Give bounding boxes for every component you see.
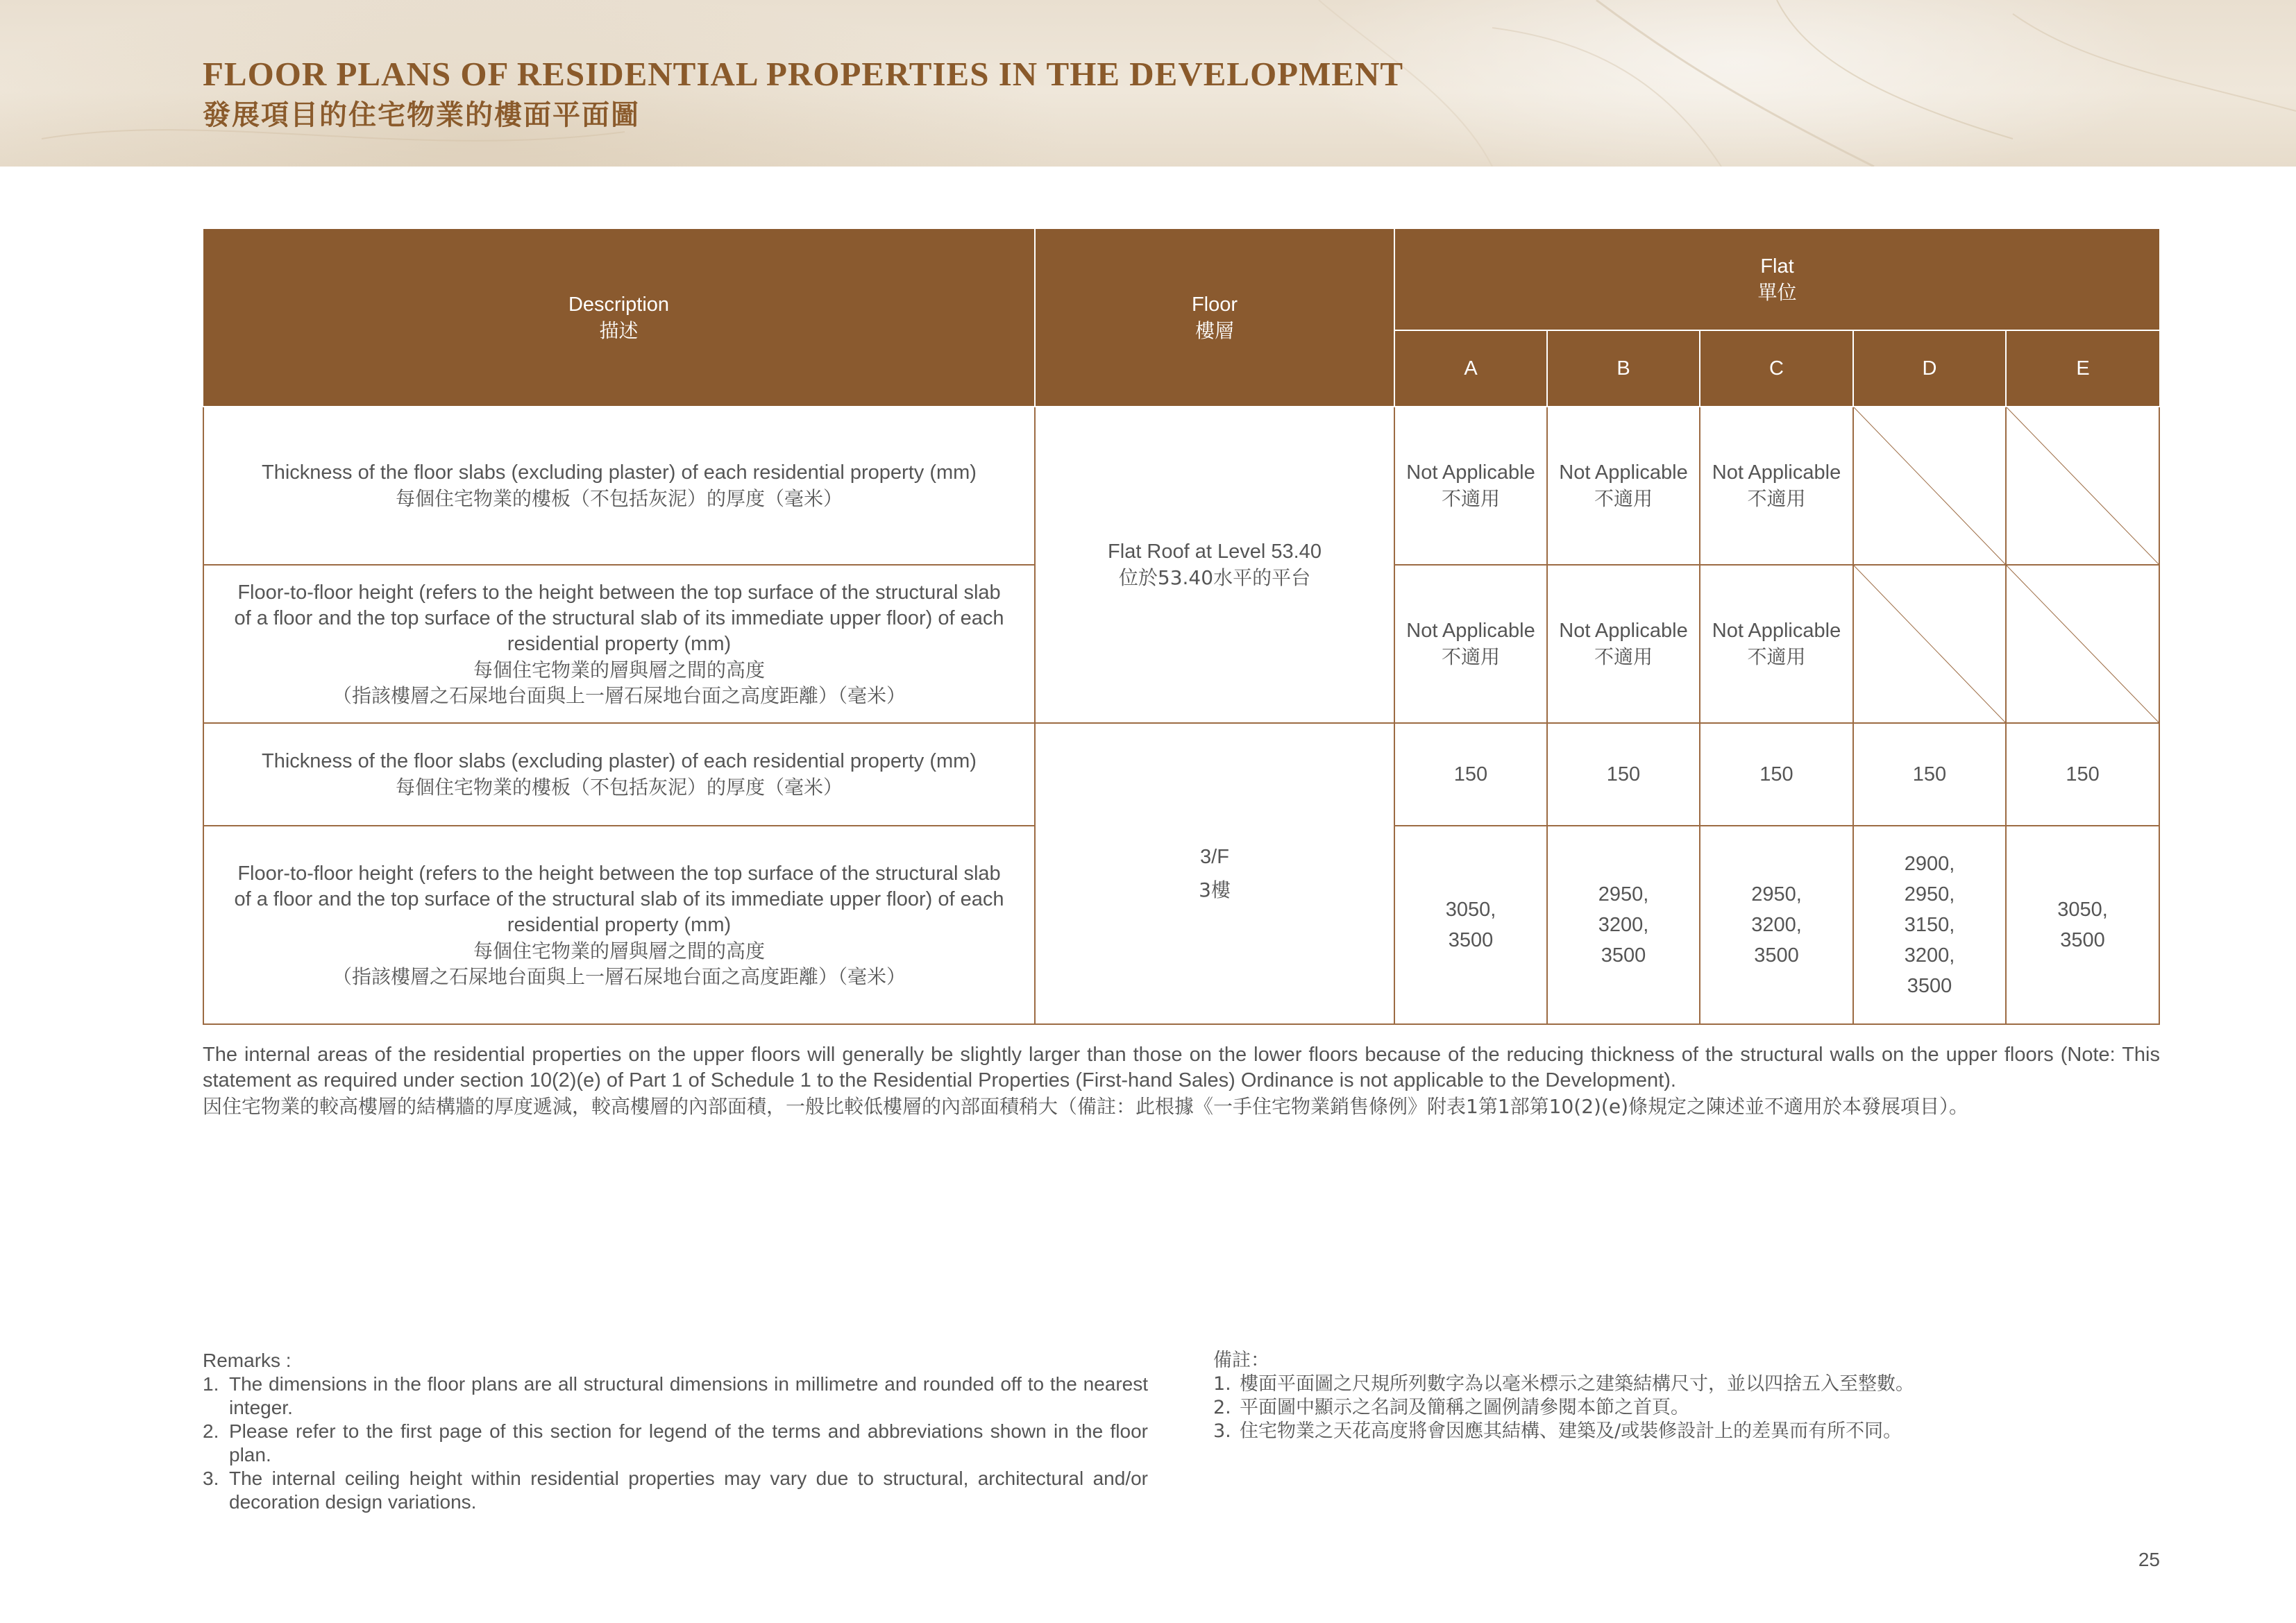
remarks-english (203, 1349, 1148, 1514)
floor-spec-table (203, 229, 2160, 1025)
list-item: 1. 樓面平面圖之尺規所列數字為以毫米標示之建築結構尺寸，並以四捨五入至整數。 (1213, 1373, 1914, 1395)
internal-area-note (203, 1042, 2160, 1119)
cell-empty-diagonal (2006, 407, 2159, 565)
diagonal-strike (1854, 566, 2005, 722)
diagonal-strike (2007, 566, 2159, 722)
list-item: 3. The internal ceiling height within residential properties may vary due to structural, architectural and/or decoration design variations. (203, 1468, 1148, 1513)
diagonal-strike (2007, 407, 2159, 564)
desc-slab-thickness: Thickness of the floor slabs (excluding plaster) of each residential property (mm) 每個住宅物業的樓板（不包括灰泥）的厚度（毫米） (203, 407, 1035, 565)
cell-not-applicable: Not Applicable 不適用 (1547, 407, 1700, 565)
cell-empty-diagonal (1853, 565, 2006, 723)
header-flat-c: C (1700, 330, 1853, 407)
cell-slab-d: 150 (1853, 723, 2006, 826)
page-number: 25 (2138, 1549, 2160, 1570)
floor-flat-roof: Flat Roof at Level 53.40 位於53.40水平的平台 (1035, 407, 1394, 723)
cell-empty-diagonal (2006, 565, 2159, 723)
table-header-row (203, 229, 2159, 330)
cell-slab-a: 150 (1394, 723, 1547, 826)
cell-slab-c: 150 (1700, 723, 1853, 826)
header-flat-b: B (1547, 330, 1700, 407)
header-flat: Flat 單位 (1394, 229, 2159, 330)
desc-floor-height: Floor-to-floor height (refers to the height between the top surface of the structural slab of a floor and the top surface of the structural slab of its immediate upper floor) of each residential property (mm) 每個住宅物業的層與層之間的高度 （指該樓層之石屎地台面與上一層石屎地台面之高度距離）（毫米） (203, 826, 1035, 1024)
header-flat-d: D (1853, 330, 2006, 407)
remarks-list-zh (1213, 1373, 2159, 1443)
header-floor: Floor 樓層 (1035, 229, 1394, 407)
cell-not-applicable: Not Applicable 不適用 (1547, 565, 1700, 723)
page-title-zh: 發展項目的住宅物業的樓面平面圖 (203, 99, 640, 131)
cell-height-d: 2900, 2950, 3150, 3200, 3500 (1853, 826, 2006, 1024)
cell-height-e: 3050, 3500 (2006, 826, 2159, 1024)
table-row (203, 407, 2159, 565)
list-item: 1. The dimensions in the floor plans are all structural dimensions in millimetre and rounded off to the nearest integer. (203, 1373, 1148, 1418)
note-en: The internal areas of the residential properties on the upper floors will generally be slightly larger than those on the lower floors because of the reducing thickness of the structural walls on the upper floors (Note: This statement as required under section 10(2)(e) of Part 1 of Schedule 1 to the Residential Properties (First-hand Sales) Ordinance is not applicable to the Development). (203, 1044, 2160, 1091)
remarks-list-en (203, 1373, 1148, 1514)
cell-not-applicable: Not Applicable 不適用 (1700, 407, 1853, 565)
floor-3f: 3/F 3樓 (1035, 723, 1394, 1024)
header-flat-a: A (1394, 330, 1547, 407)
cell-height-b: 2950, 3200, 3500 (1547, 826, 1700, 1024)
cell-height-c: 2950, 3200, 3500 (1700, 826, 1853, 1024)
list-item: 2. 平面圖中顯示之名詞及簡稱之圖例請參閱本節之首頁。 (1213, 1397, 1689, 1418)
desc-floor-height: Floor-to-floor height (refers to the height between the top surface of the structural slab of a floor and the top surface of the structural slab of its immediate upper floor) of each residential property (mm) 每個住宅物業的層與層之間的高度 （指該樓層之石屎地台面與上一層石屎地台面之高度距離）（毫米） (203, 565, 1035, 723)
header-banner (0, 0, 2296, 167)
cell-slab-b: 150 (1547, 723, 1700, 826)
remarks-title-en: Remarks : (203, 1350, 292, 1371)
cell-not-applicable: Not Applicable 不適用 (1394, 407, 1547, 565)
header-description: Description 描述 (203, 229, 1035, 407)
desc-slab-thickness: Thickness of the floor slabs (excluding plaster) of each residential property (mm) 每個住宅物業的樓板（不包括灰泥）的厚度（毫米） (203, 723, 1035, 826)
header-flat-e: E (2006, 330, 2159, 407)
page-title-en: FLOOR PLANS OF RESIDENTIAL PROPERTIES IN THE DEVELOPMENT (203, 55, 1404, 93)
table-row (203, 723, 2159, 826)
remarks-title-zh: 備註： (1213, 1350, 1269, 1371)
cell-not-applicable: Not Applicable 不適用 (1394, 565, 1547, 723)
cell-not-applicable: Not Applicable 不適用 (1700, 565, 1853, 723)
list-item: 2. Please refer to the first page of this section for legend of the terms and abbreviations shown in the floor plan. (203, 1420, 1148, 1465)
note-zh: 因住宅物業的較高樓層的結構牆的厚度遞減，較高樓層的內部面積，一般比較低樓層的內部面積稍大（備註：此根據《一手住宅物業銷售條例》附表1第1部第10(2)(e)條規定之陳述並不適用於本發展項目）。 (203, 1095, 1969, 1118)
diagonal-strike (1854, 407, 2005, 564)
remarks-chinese (1213, 1349, 2159, 1443)
cell-height-a: 3050, 3500 (1394, 826, 1547, 1024)
cell-empty-diagonal (1853, 407, 2006, 565)
cell-slab-e: 150 (2006, 723, 2159, 826)
list-item: 3. 住宅物業之天花高度將會因應其結構、建築及/或裝修設計上的差異而有所不同。 (1213, 1420, 1902, 1442)
